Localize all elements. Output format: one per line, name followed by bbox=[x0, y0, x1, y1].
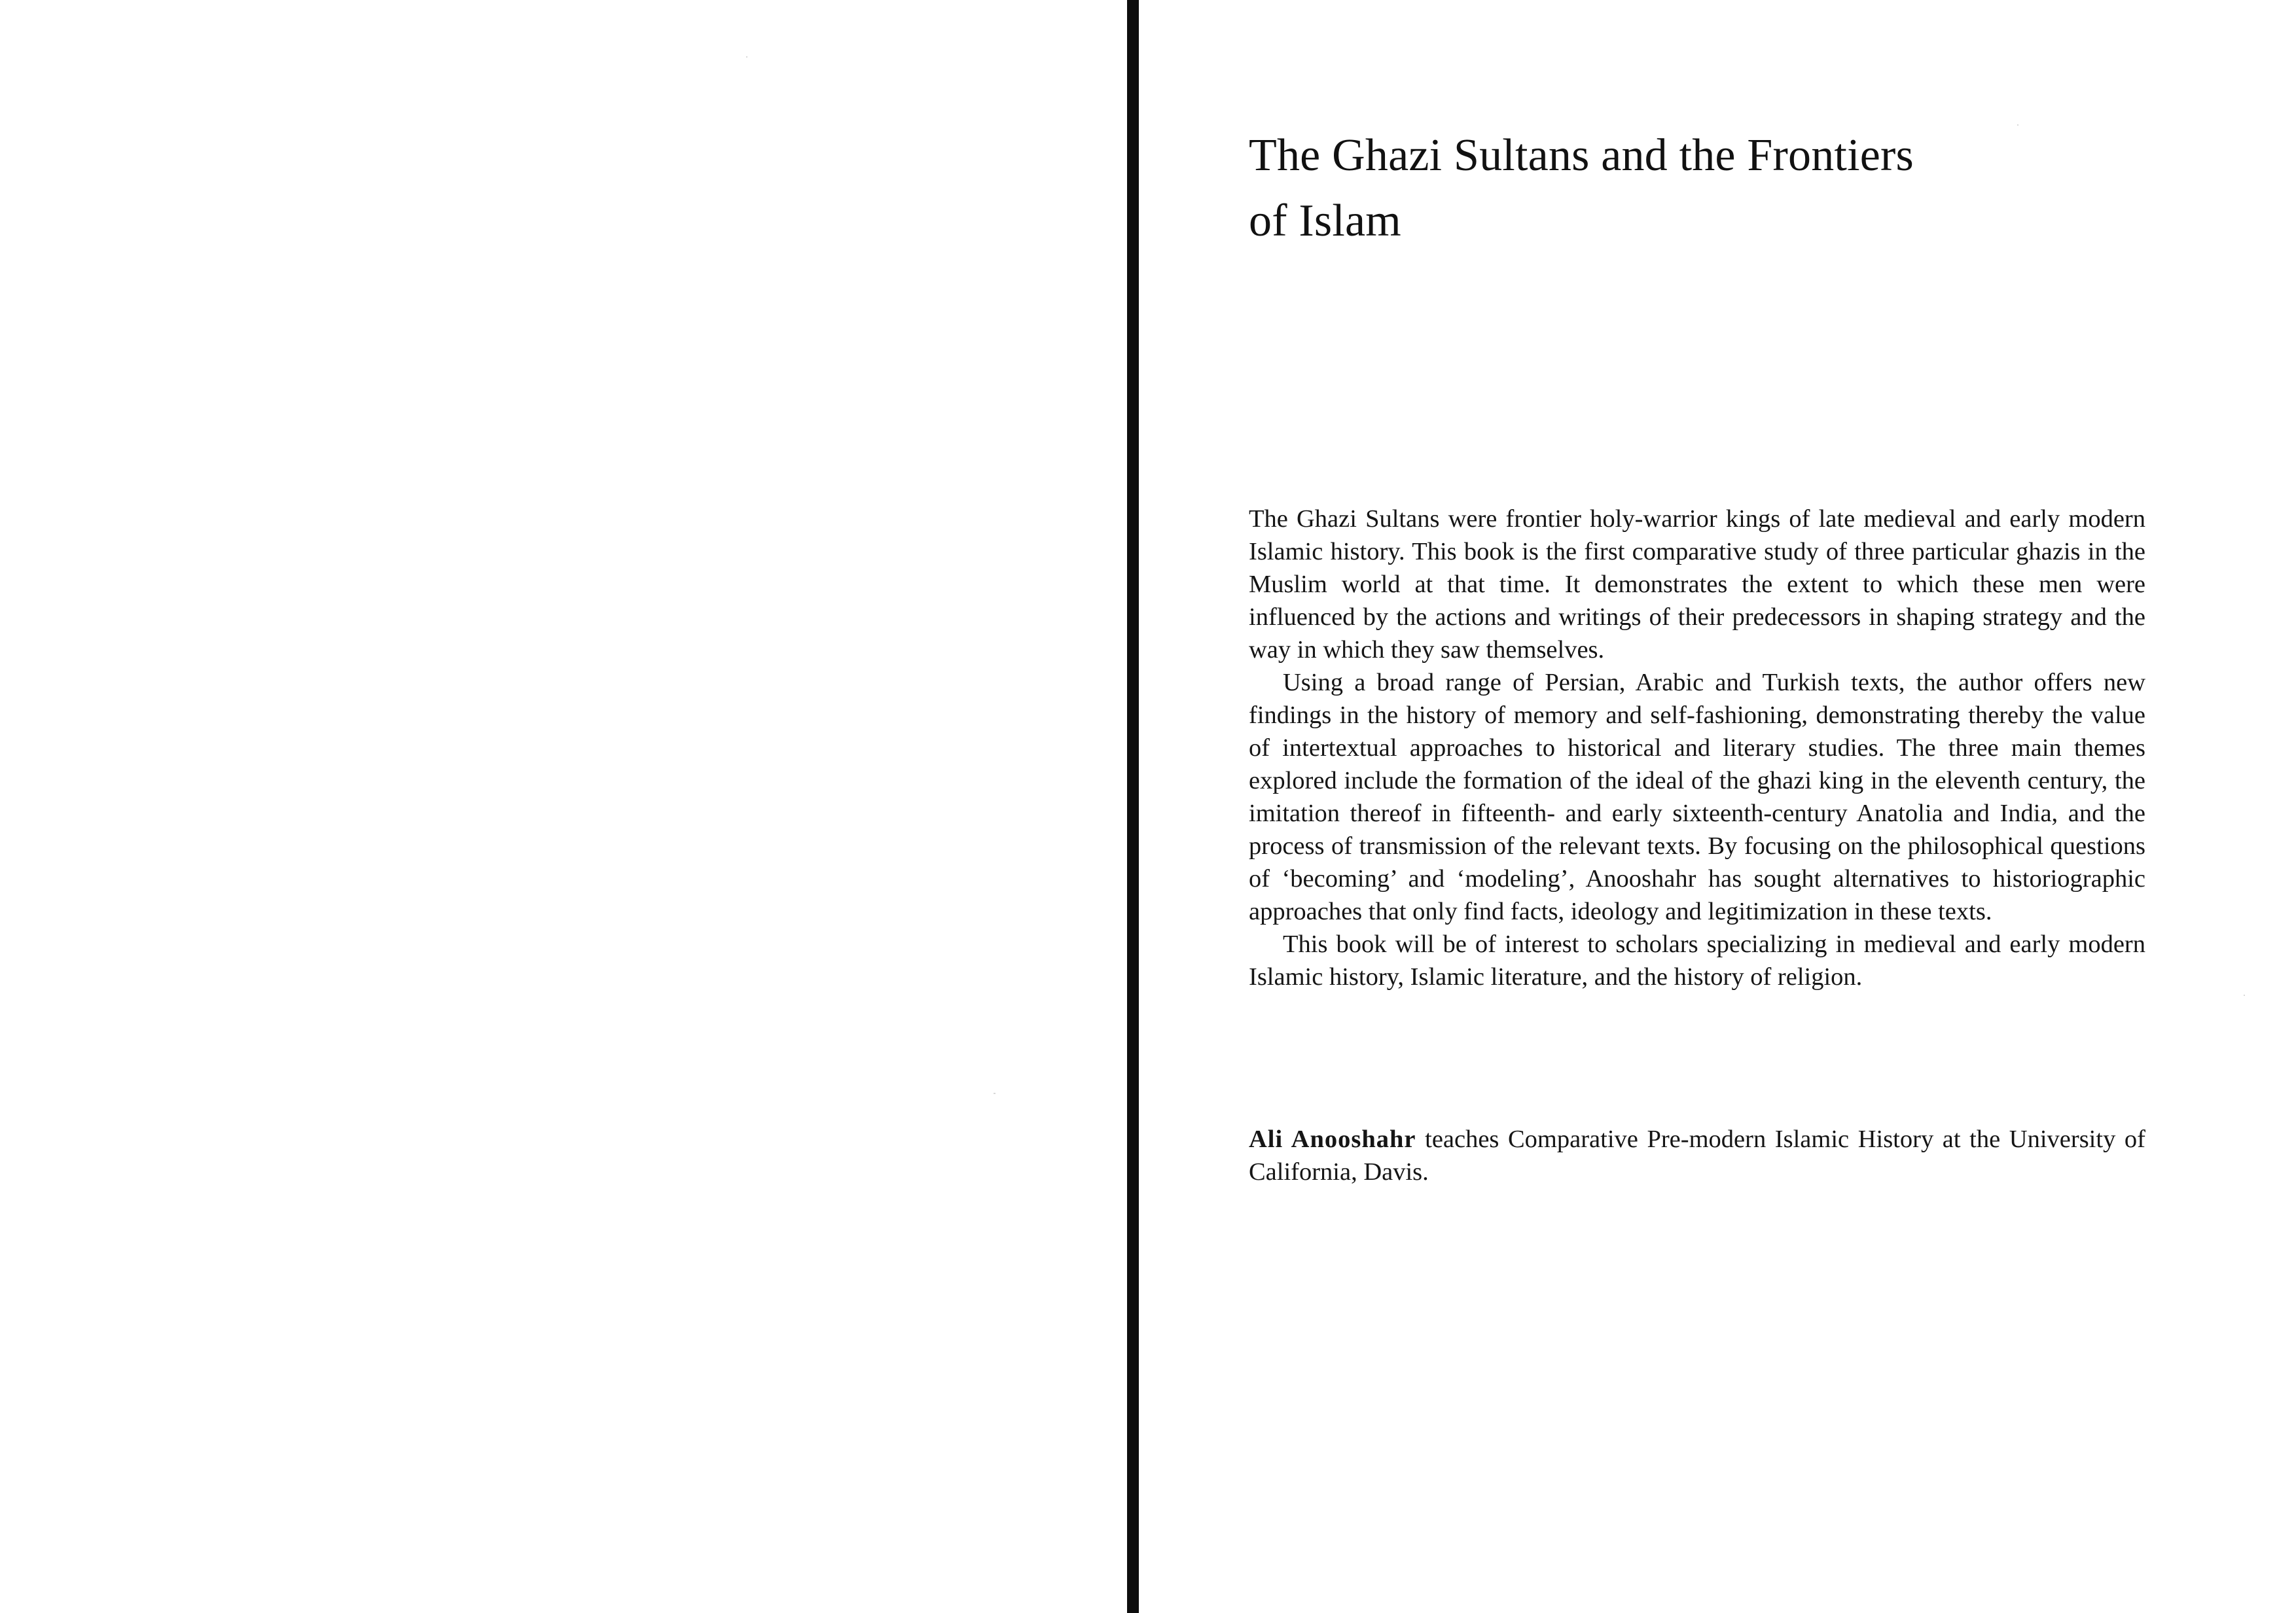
right-page bbox=[1139, 0, 2296, 1613]
author-name: Ali Anooshahr bbox=[1249, 1126, 1416, 1153]
author-bio bbox=[1249, 1123, 2145, 1188]
binding-gutter bbox=[1127, 0, 1139, 1613]
description-paragraph: The Ghazi Sultans were frontier holy-warrior kings of late medieval and early modern Islamic history. This book is the first comparative study of three particular ghazis in the Muslim world at that time. It demonstrates the extent to which these men were influenced by the actions and writings of their predecessors in shaping strategy and the way in which they saw themselves. bbox=[1249, 505, 2145, 664]
paper-speck bbox=[746, 56, 747, 58]
paper-speck bbox=[994, 1093, 996, 1094]
paper-speck bbox=[2244, 995, 2245, 996]
title-line: of Islam bbox=[1249, 196, 1401, 246]
book-title bbox=[1249, 123, 2178, 254]
description-paragraph: This book will be of interest to scholars specializing in medieval and early modern Islamic history, Islamic literature, and the history of religion. bbox=[1249, 931, 2145, 991]
title-line: The Ghazi Sultans and the Frontiers bbox=[1249, 130, 1914, 181]
author-bio-text: teaches Comparative Pre-modern Islamic History at the University of California, Davis. bbox=[1249, 1126, 2145, 1186]
book-description bbox=[1249, 503, 2145, 993]
description-paragraph: Using a broad range of Persian, Arabic and Turkish texts, the author offers new findings in the history of memory and self-fashioning, demonstrating thereby the value of intertextual approaches to historical and literary studies. The three main themes explored include the formation of the ideal of the ghazi king in the eleventh century, the imitation thereof in fifteenth- and early sixteenth-century Anatolia and India, and the process of transmission of the relevant texts. By focusing on the philosophical questions of ‘becoming’ and ‘modeling’, Anooshahr has sought alternatives to historiographic approaches that only find facts, ideology and legitimization in these texts. bbox=[1249, 669, 2145, 925]
left-page-blank bbox=[0, 0, 1127, 1613]
